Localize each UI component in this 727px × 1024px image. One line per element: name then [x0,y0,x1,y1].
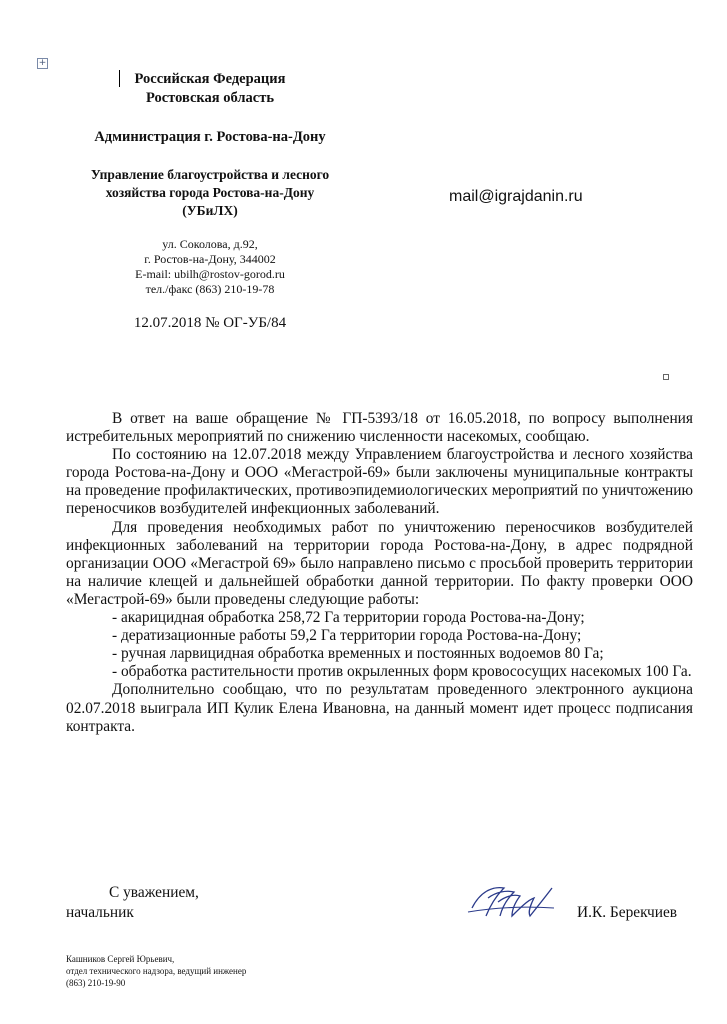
address-street: ул. Соколова, д.92, [162,237,258,251]
handwritten-signature [462,878,562,924]
header-department-abbr: (УБиЛХ) [182,203,238,218]
header-administration: Администрация г. Ростова-на-Дону [94,129,326,145]
document-reference: 12.07.2018 № ОГ-УБ/84 [133,315,287,331]
table-anchor-icon[interactable]: + [38,58,47,68]
signer-name: И.К. Берекчиев [577,904,678,921]
header-country: Российская Федерация [134,71,286,87]
address-city: г. Ростов-на-Дону, 344002 [144,252,276,266]
footer-department: отдел технического надзора, ведущий инженер [66,966,247,976]
list-item: - обработка растительности против окрыленных форм кровососущих насекомых 100 Га. [112,663,692,681]
paragraph-works: Для проведения необходимых работ по уничтожению переносчиков возбудителей инфекционных заболеваний на территории города Ростова-на-Дону, в адрес подрядной организации ООО «Мегастрой 69» было направлено письмо с просьбой проверить территории на наличие клещей и дальнейшей обработки данной территории. По факту проверки ООО «Мегастрой-69» были проведены следующие работы: [66,518,693,608]
list-item: - дератизационные работы 59,2 Га территории города Ростова-на-Дону; [112,627,582,645]
header-department-line2: хозяйства города Ростова-на-Дону [105,185,315,200]
header-department-line1: Управление благоустройства и лесного [90,167,330,182]
signer-position: начальник [66,904,134,921]
footer-phone: (863) 210-19-90 [66,978,126,988]
letter-body [66,410,693,736]
paragraph-response: В ответ на ваше обращение № ГП-5393/18 от 16.05.2018, по вопросу выполнения истребительных мероприятий по снижению численности насекомых, сообщаю. [66,410,693,446]
footer-executor: Кашников Сергей Юрьевич, [66,954,175,964]
address-email: E-mail: ubilh@rostov-gorod.ru [135,267,285,281]
list-item: - ручная ларвицидная обработка временных и постоянных водоемов 80 Га; [112,645,604,663]
margin-marker [663,374,669,380]
closing-regards: С уважением, [109,884,199,901]
paragraph-contracts: По состоянию на 12.07.2018 между Управлением благоустройства и лесного хозяйства города Ростова-на-Дону и ООО «Мегастрой-69» были заключены муниципальные контракты на проведение профилактических, противоэпидемиологических мероприятий по уничтожению переносчиков возбудителей инфекционных заболеваний. [66,446,693,518]
paragraph-auction: Дополнительно сообщаю, что по результатам проведенного электронного аукциона 02.07.2018 выиграла ИП Кулик Елена Ивановна, на данный момент идет процесс подписания контракта. [66,681,693,735]
list-item: - акарицидная обработка 258,72 Га территории города Ростова-на-Дону; [112,609,585,627]
header-region: Ростовская область [145,90,275,106]
address-phone: тел./факс (863) 210-19-78 [145,282,275,296]
recipient-email: mail@igrajdanin.ru [449,188,583,205]
